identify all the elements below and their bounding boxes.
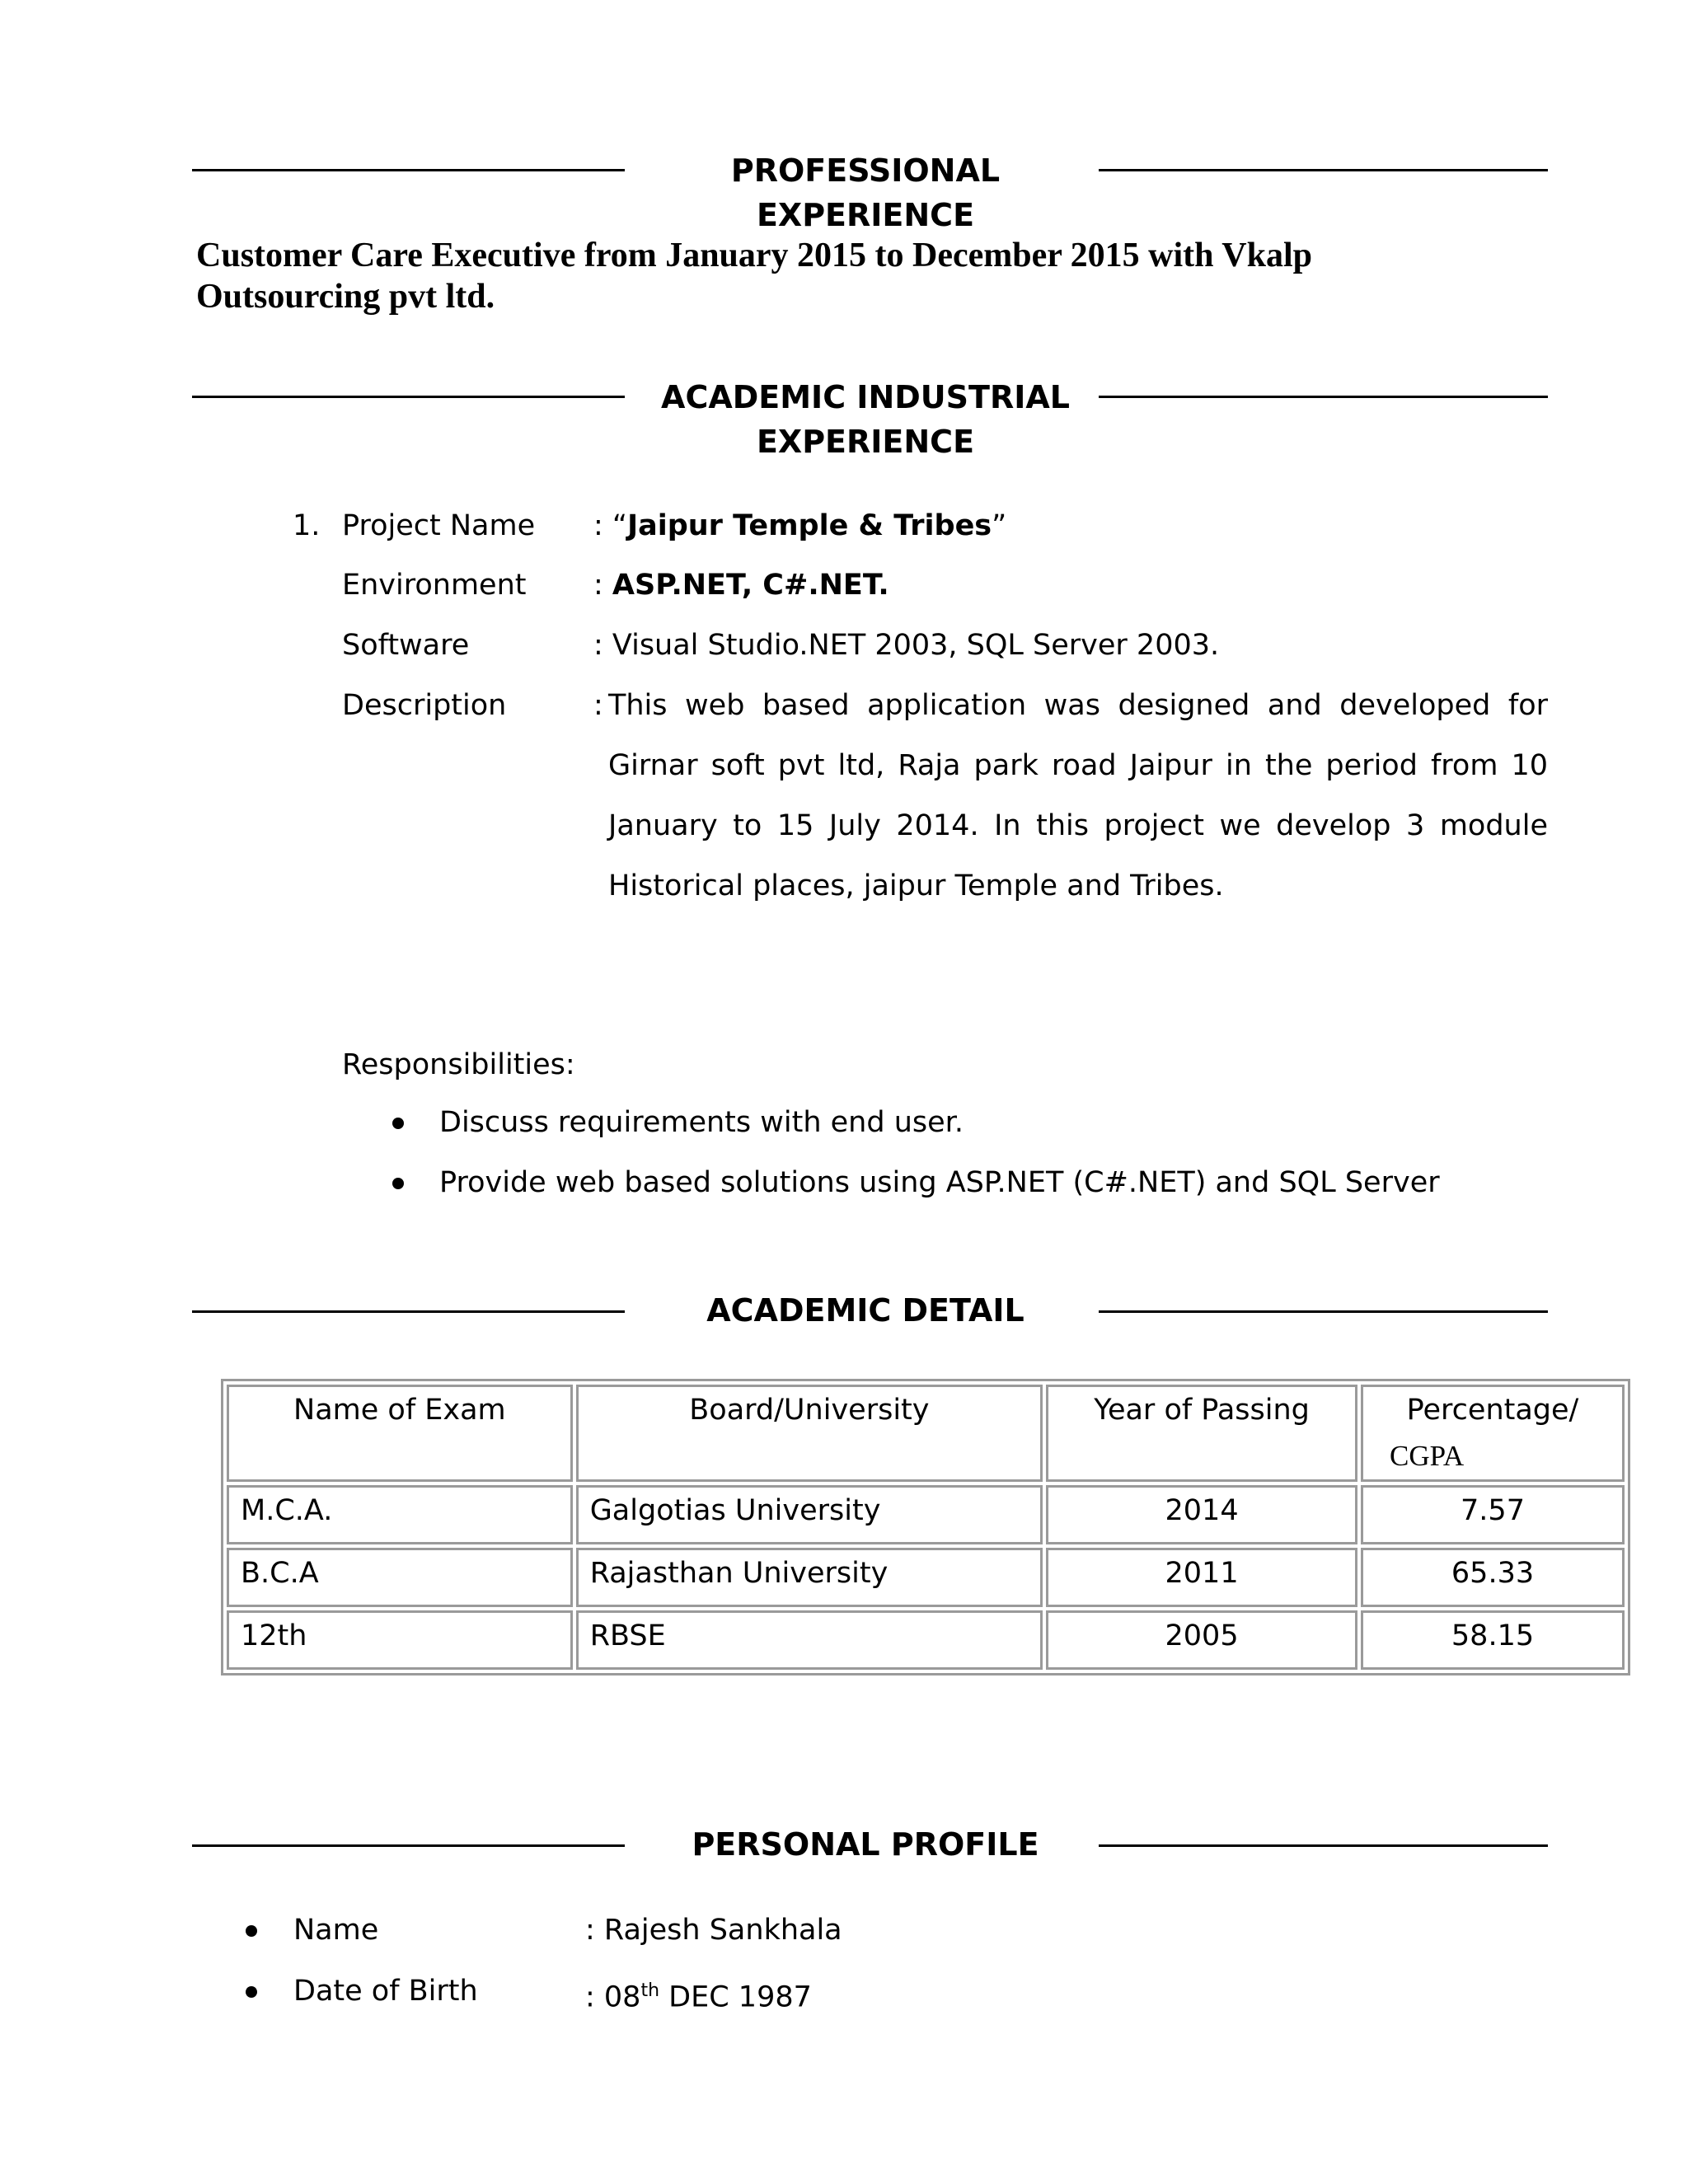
cell-board: Galgotias University xyxy=(576,1485,1043,1544)
environment-value xyxy=(593,567,889,603)
personal-name-label: Name xyxy=(293,1914,379,1947)
bullet-icon xyxy=(392,1178,404,1189)
project-number: 1. xyxy=(293,509,321,542)
dob-suffix: DEC 1987 xyxy=(659,1980,812,2014)
section-title-personal-profile: PERSONAL PROFILE xyxy=(692,1826,1039,1863)
experience-line-2: Outsourcing pvt ltd. xyxy=(196,278,495,316)
description-text: This web based application was designed and developed for Girnar soft pvt ltd, Raja park road Jaipur in the period from 10 January to 15 July 2014. In this project we develop 3 module Historical places, jaipur Temple and Tribes. xyxy=(608,689,1548,902)
section-rule-right xyxy=(1099,1310,1548,1313)
project-name-label: Project Name xyxy=(342,509,536,542)
project-name-value xyxy=(593,508,1006,544)
software-label: Software xyxy=(342,629,470,662)
cell-percentage: 58.15 xyxy=(1361,1610,1625,1670)
table-header-row xyxy=(227,1385,1625,1482)
experience-line-1: Customer Care Executive from January 2015 to December 2015 with Vkalp xyxy=(196,237,1312,274)
section-rule-left xyxy=(192,396,625,398)
bullet-icon xyxy=(392,1118,404,1129)
table-row xyxy=(227,1548,1625,1607)
project-name-prefix: : “ xyxy=(593,509,628,542)
cell-percentage: 7.57 xyxy=(1361,1485,1625,1544)
header-year-of-passing: Year of Passing xyxy=(1046,1385,1357,1482)
responsibility-item: Provide web based solutions using ASP.NET (C#.NET) and SQL Server xyxy=(439,1166,1440,1199)
cell-year: 2011 xyxy=(1046,1548,1357,1607)
section-rule-left xyxy=(192,169,625,171)
cell-year: 2014 xyxy=(1046,1485,1357,1544)
dob-superscript: th xyxy=(640,1980,660,2001)
personal-dob-value xyxy=(585,1973,812,2016)
bullet-icon xyxy=(246,1925,257,1937)
section-rule-right xyxy=(1099,396,1548,398)
project-name-suffix: ” xyxy=(992,509,1007,542)
responsibility-item: Discuss requirements with end user. xyxy=(439,1106,964,1139)
personal-name-value: : Rajesh Sankhala xyxy=(585,1914,842,1947)
cell-exam: M.C.A. xyxy=(227,1485,573,1544)
section-rule-right xyxy=(1099,1844,1548,1847)
software-value: : Visual Studio.NET 2003, SQL Server 2003. xyxy=(593,629,1220,662)
environment-label: Environment xyxy=(342,569,527,602)
header-cgpa: CGPA xyxy=(1390,1440,1465,1472)
header-board-university: Board/University xyxy=(576,1385,1043,1482)
section-title-academic-industrial-experience: ACADEMIC INDUSTRIAL EXPERIENCE xyxy=(661,379,1070,460)
bullet-icon xyxy=(246,1986,257,1998)
header-percentage-cgpa xyxy=(1361,1385,1625,1482)
header-name-of-exam: Name of Exam xyxy=(227,1385,573,1482)
section-rule-left xyxy=(192,1310,625,1313)
section-rule-right xyxy=(1099,169,1548,171)
cell-board: Rajasthan University xyxy=(576,1548,1043,1607)
cell-board: RBSE xyxy=(576,1610,1043,1670)
responsibilities-heading: Responsibilities: xyxy=(342,1048,575,1081)
personal-dob-label: Date of Birth xyxy=(293,1975,478,2008)
cell-year: 2005 xyxy=(1046,1610,1357,1670)
academic-table xyxy=(221,1379,1630,1675)
cell-percentage: 65.33 xyxy=(1361,1548,1625,1607)
table-row xyxy=(227,1610,1625,1670)
dob-prefix: : 08 xyxy=(585,1980,641,2014)
environment-prefix: : xyxy=(593,569,612,602)
cell-exam: B.C.A xyxy=(227,1548,573,1607)
section-rule-left xyxy=(192,1844,625,1847)
section-title-professional-experience: PROFESSIONAL EXPERIENCE xyxy=(730,152,1001,233)
table-row xyxy=(227,1485,1625,1544)
project-name: Jaipur Temple & Tribes xyxy=(627,509,992,542)
description-label: Description xyxy=(342,689,507,722)
section-title-academic-detail: ACADEMIC DETAIL xyxy=(706,1292,1025,1329)
description-colon: : xyxy=(593,689,603,722)
cell-exam: 12th xyxy=(227,1610,573,1670)
header-percentage: Percentage/ xyxy=(1406,1394,1579,1427)
environment: ASP.NET, C#.NET. xyxy=(612,569,889,602)
